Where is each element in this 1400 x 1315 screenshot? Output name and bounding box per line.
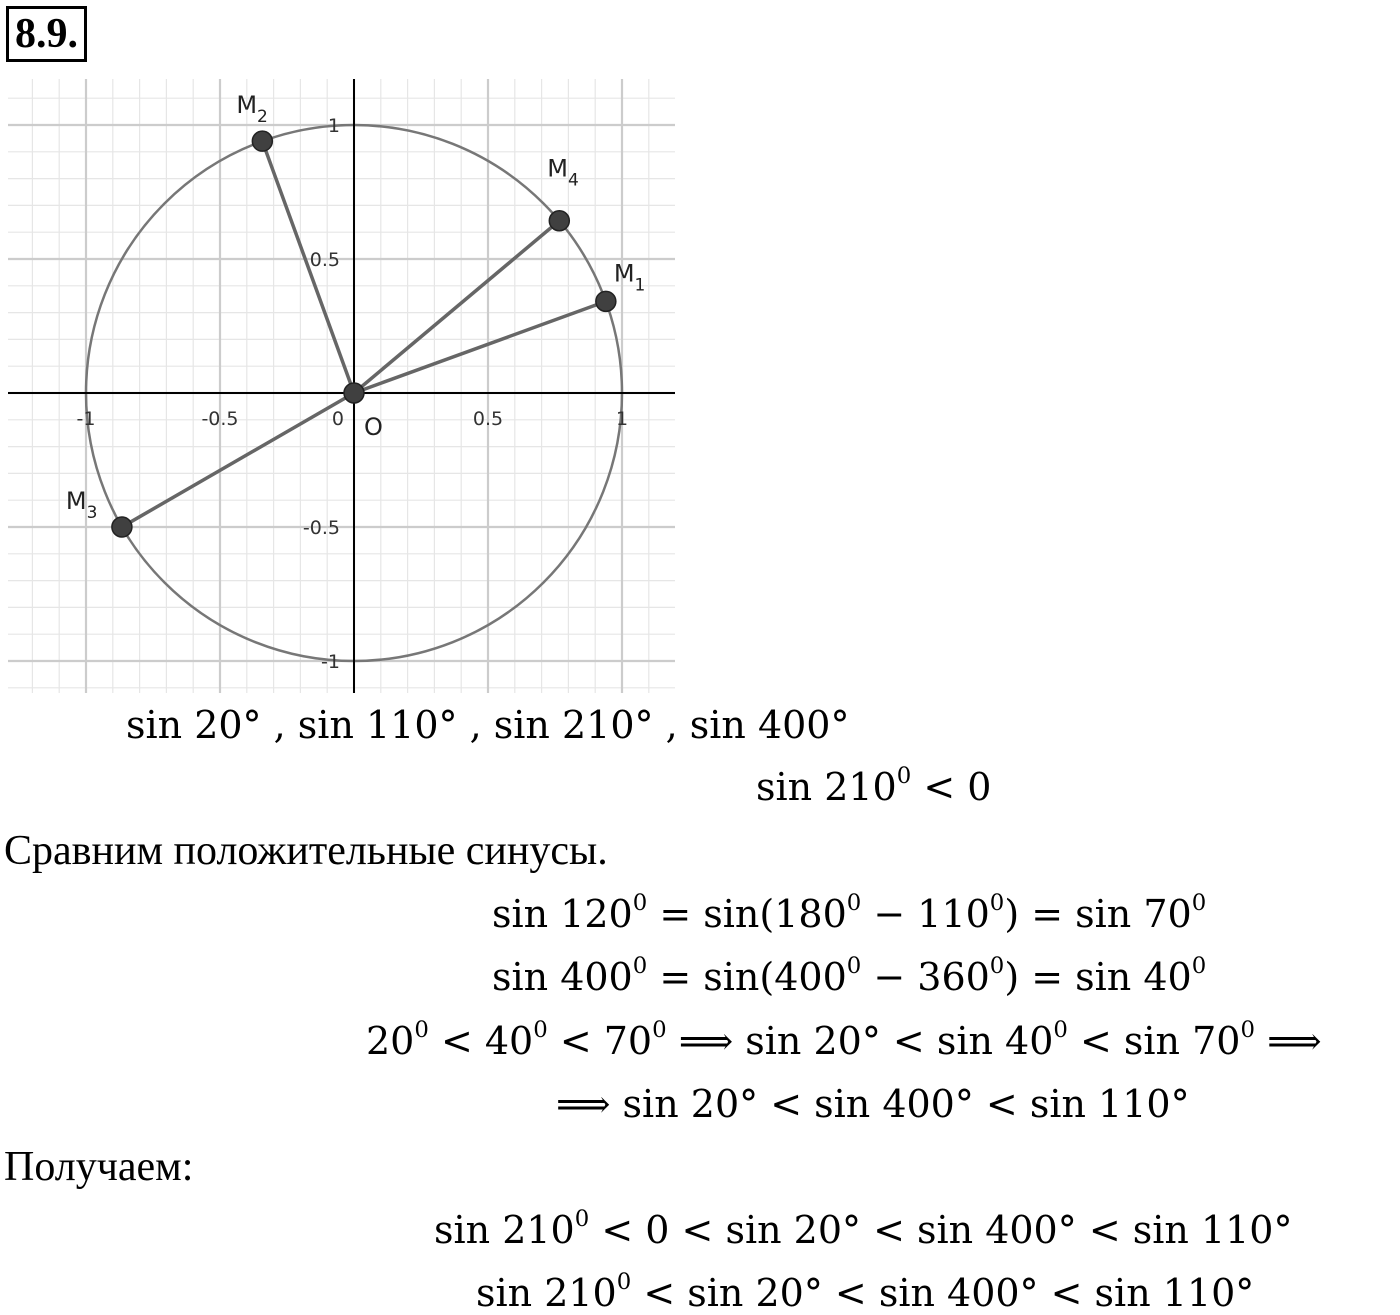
point-label: $M_4$: [547, 154, 579, 191]
unit-circle-graph: [0, 75, 690, 700]
y-tick-label: -0.5: [302, 517, 340, 539]
line-final-answer: $\sin 210^0 < \sin 20^\circ < \sin 400^\circ < \sin 110^\circ$: [476, 1268, 1255, 1315]
line-angle-comparison: $20^0 < 40^0 < 70^0$ ⟹ $\sin 20^\circ < \sin 40^0 < \sin 70^0$ ⟹: [366, 1016, 1322, 1063]
line-sin210-negative: $\sin 210^0 < 0$: [756, 762, 992, 809]
radius-line: [354, 221, 559, 393]
result-heading: Получаем:: [4, 1144, 194, 1190]
line-full-inequality: $\sin 210^0 < 0 < \sin 20^\circ < \sin 400^\circ < \sin 110^\circ$: [434, 1205, 1293, 1252]
point-marker: [112, 517, 132, 537]
origin-point: [344, 383, 364, 403]
y-tick-label: 0.5: [309, 249, 340, 271]
compare-positive-text: Сравним положительные синусы.: [4, 828, 608, 874]
point-marker: [252, 131, 272, 151]
point-label-subscript: 3: [86, 503, 98, 523]
x-tick-label: 0.5: [472, 408, 504, 430]
point-label-subscript: 2: [257, 107, 268, 128]
points: [66, 91, 645, 537]
point-label: $M_3$: [65, 487, 98, 523]
problem-number: 8.9.: [6, 6, 87, 62]
origin-label: O: [364, 413, 383, 441]
line-implication: ⟹ sin 20° < sin 400° < sin 110°: [556, 1082, 1190, 1126]
y-tick-label: -1: [321, 651, 340, 673]
y-tick-label: 1: [327, 115, 340, 137]
point-label: $M_2$: [236, 91, 268, 128]
x-tick-label: 1: [615, 408, 629, 430]
point-label-subscript: 1: [634, 275, 646, 296]
x-tick-label: -0.5: [201, 408, 239, 430]
point-marker: [549, 211, 569, 231]
line-angles-list: sin 20° , sin 110° , sin 210° , sin 400°: [126, 703, 850, 747]
point-label-subscript: 4: [568, 170, 579, 191]
line-sin400-reduction: $\sin 400^0 = \sin(400^0 - 360^0) = \sin 40^0$: [492, 952, 1207, 999]
x-tick-label: -1: [76, 408, 96, 430]
radii: [122, 141, 606, 527]
line-sin120-reduction: $\sin 120^0 = \sin(180^0 - 110^0) = \sin 70^0$: [492, 889, 1207, 936]
x-tick-label: 0: [331, 408, 344, 430]
point-label: $M_1$: [613, 259, 646, 296]
point-marker: [596, 291, 616, 311]
